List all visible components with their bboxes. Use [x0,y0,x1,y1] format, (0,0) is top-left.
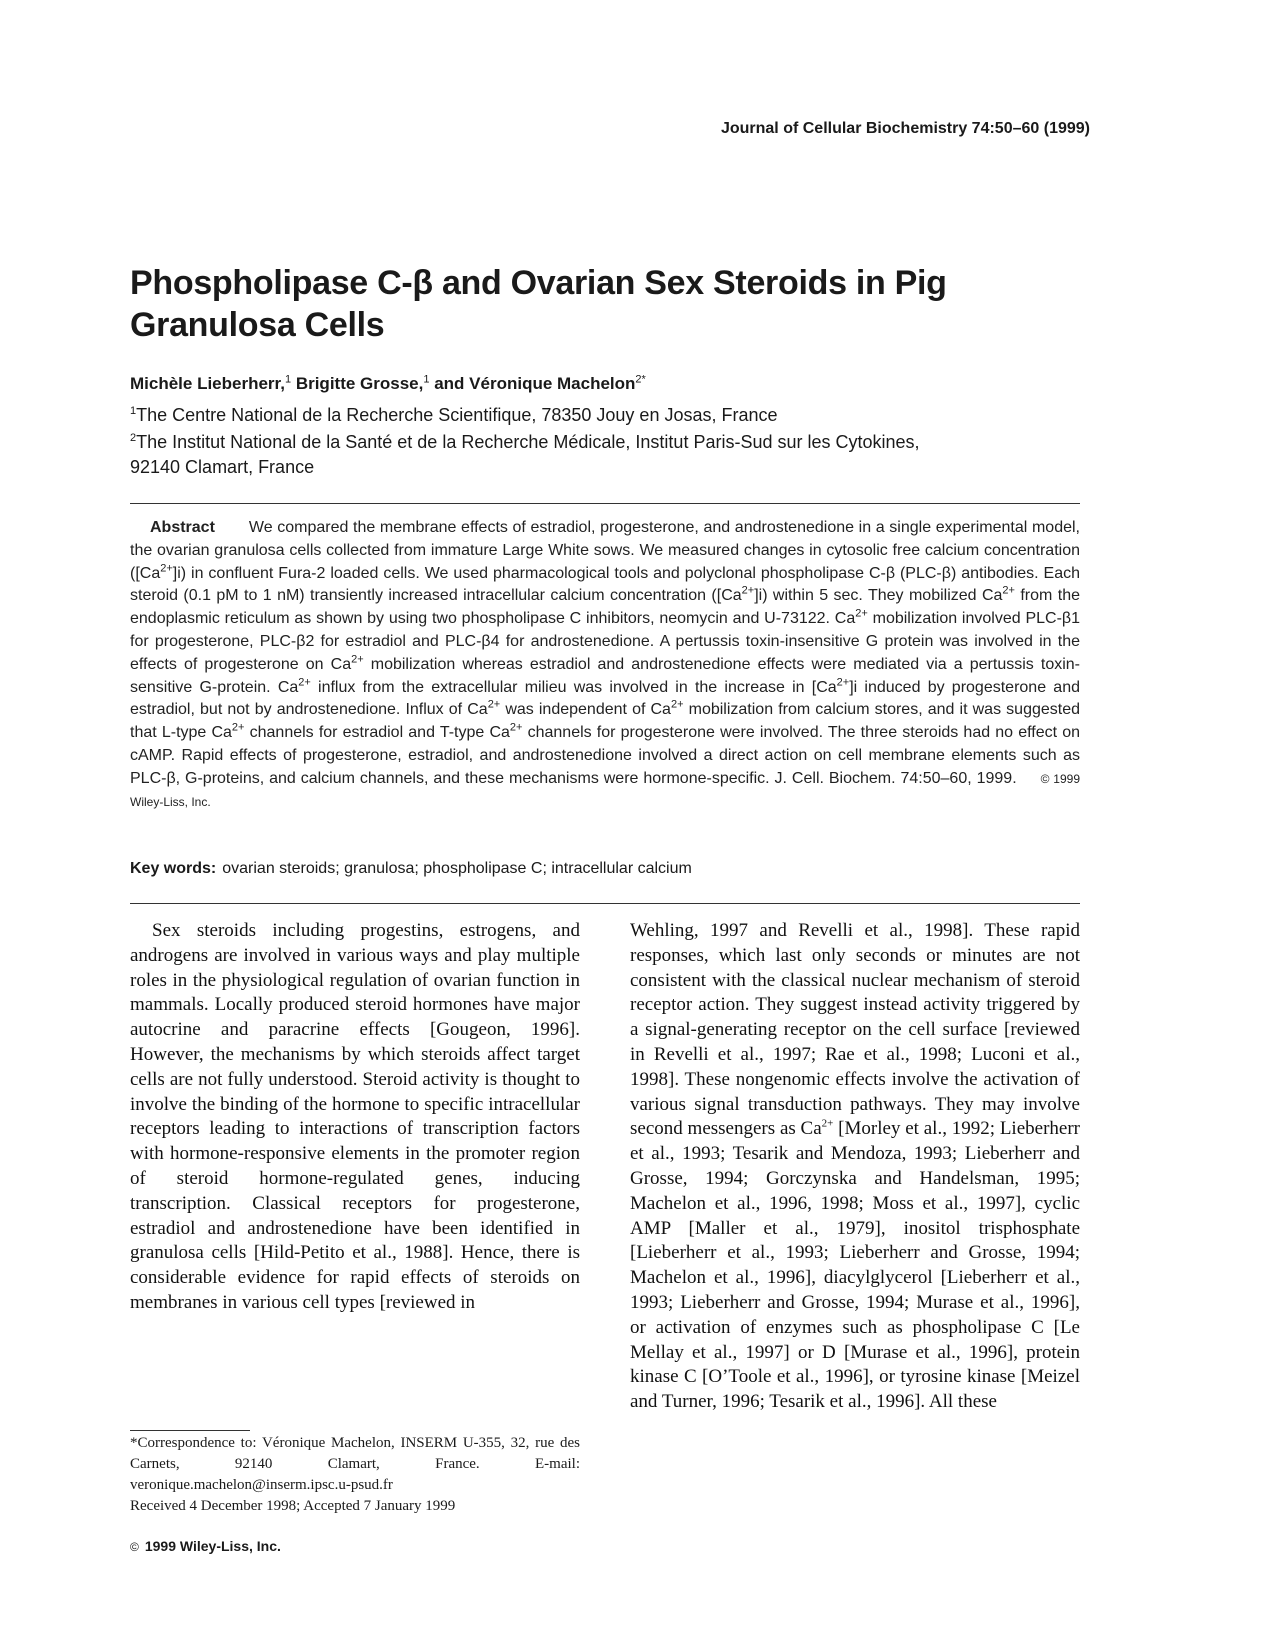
keywords [130,860,1080,878]
keywords-label: Key words: [130,860,217,877]
affiliation-1 [130,405,1090,426]
article-title [130,262,1090,346]
correspondence-footnote: *Correspondence to: Véronique Machelon, INSERM U-355, 32, rue des Carnets, 92140 Clamart, France. E-mail: veronique.machelon@inserm.ipsc.u-psud.fr [130,1435,580,1493]
author-3: and Véronique Machelon [434,374,636,393]
affiliation-2 [130,430,1090,480]
body-paragraph-1: Sex steroids including progestins, estrogens, and androgens are involved in various ways and play multiple roles in the physiological regulation of ovarian function in mammals. Locally produced steroid hormones have major autocrine and paracrine effects [Gougeon, 1996]. However, the mechanisms by which steroids affect target cells are not fully understood. Steroid activity is thought to involve the binding of the hormone to specific intracellular receptors leading to interactions of transcription factors with hormone-responsive elements in the promoter region of steroid hormone-regulated genes, inducing transcription. Classical receptors for progesterone, estradiol and androstenedione have been identified in granulosa cells [Hild-Petito et al., 1988]. Hence, there is considerable evidence for rapid effects of steroids on membranes in various cell types [reviewed in [130,920,580,1313]
abstract-text: We compared the membrane effects of estradiol, progesterone, and androstenedione in a single experimental model, the ovarian granulosa cells collected from immature Large White sows. We measured changes in cytosolic free calcium concentration $([Ca^{2+}]i)$ in confluent Fura-2 loaded cells. We used pharmacological tools and polyclonal phospholipase C-β (PLC-β) antibodies. Each steroid (0.1 pM to 1 nM) transiently increased intracellular calcium concentration $([Ca^{2+}]i)$ within 5 sec. They mobilized $Ca^{2+}$ from the endoplasmic reticulum as shown by using two phospholipase C inhibitors, neomycin and U-73122. $Ca^{2+}$ mobilization involved PLC-β1 for progesterone, PLC-β2 for estradiol and PLC-β4 for androstenedione. A pertussis toxin-insensitive G protein was involved in the effects of progesterone on $Ca^{2+}$ mobilization whereas estradiol and androstenedione effects were mediated via a pertussis toxin-sensitive G-protein. $Ca^{2+}$ influx from the extracellular milieu was involved in the increase in $[Ca^{2+}]i$ induced by progesterone and estradiol, but not by androstenedione. Influx of $Ca^{2+}$ was independent of $Ca^{2+}$ mobilization from calcium stores, and it was suggested that L-type $Ca^{2+}$ channels for estradiol and T-type $Ca^{2+}$ channels for progesterone were involved. The three steroids had no effect on cAMP. Rapid effects of progesterone, estradiol, and androstenedione involved a direct action on cell membrane elements such as PLC-β, G-proteins, and calcium channels, and these mechanisms were hormone-specific. J. Cell. Biochem. 74:50–60, 1999. [130,519,1081,787]
affiliation-1-number: 1 [130,405,137,417]
author-3-affil: 2* [635,373,646,386]
abstract-copyright: © 1999 Wiley-Liss, Inc. [130,771,1080,809]
title-line-2: Granulosa Cells [130,306,385,344]
affiliation-1-text: The Centre National de la Recherche Scientifique, 78350 Jouy en Josas, France [136,405,778,425]
author-2-affil: 1 [423,373,430,386]
author-list [130,374,1090,394]
body-paragraph-2: Wehling, 1997 and Revelli et al., 1998]. These rapid responses, which last only seconds or minutes are not consistent with the classical nuclear mechanism of steroid receptor action. They suggest instead activity triggered by a signal-generating receptor on the cell surface [reviewed in Revelli et al., 1997; Rae et al., 1998; Luconi et al., 1998]. These nongenomic effects involve the activation of various signal transduction pathways. They may involve second messengers as $Ca^{2+}$ [Morley et al., 1992; Lieberherr et al., 1993; Tesarik and Mendoza, 1993; Lieberherr and Grosse, 1994; Gorczynska and Handelsman, 1995; Machelon et al., 1996, 1998; Moss et al., 1997], cyclic AMP [Maller et al., 1979], inositol trisphosphate [Lieberherr et al., 1993; Lieberherr and Grosse, 1994; Machelon et al., 1996], diacylglycerol [Lieberherr et al., 1993; Lieberherr and Grosse, 1994; Murase et al., 1996], or activation of enzymes such as phospholipase C [Le Mellay et al., 1997] or D [Murase et al., 1996], protein kinase C [O’Toole et al., 1996], or tyrosine kinase [Meizel and Turner, 1996; Tesarik et al., 1996]. All these [630,920,1080,1413]
author-1-affil: 1 [284,373,292,386]
copyright-symbol: © [130,1540,139,1554]
divider-top [130,503,1080,504]
received-dates: Received 4 December 1998; Accepted 7 January 1999 [130,1498,456,1514]
author-1: Michèle Lieberherr, [130,374,285,393]
publisher-text: 1999 Wiley-Liss, Inc. [144,1538,281,1554]
publisher-copyright [130,1538,281,1554]
abstract [130,517,1080,813]
affiliation-2-text: The Institut National de la Santé et de la Recherche Médicale, Institut Paris-Sud sur les Cytokines, [136,432,920,452]
body-column-left [130,919,580,1316]
footnote-divider [130,1430,250,1431]
body-column-right [630,919,1080,1415]
affiliation-2-number: 2 [130,432,137,444]
divider-bottom [130,903,1080,904]
title-line-1: Phospholipase C-β and Ovarian Sex Steroids in Pig [130,264,947,302]
keywords-text: ovarian steroids; granulosa; phospholipase C; intracellular calcium [222,860,692,877]
journal-citation: Journal of Cellular Biochemistry 74:50–60 (1999) [720,120,1090,137]
affiliation-2-text-line-2: 92140 Clamart, France [130,457,315,477]
abstract-label: Abstract [150,519,215,536]
author-2: Brigitte Grosse, [295,374,424,393]
